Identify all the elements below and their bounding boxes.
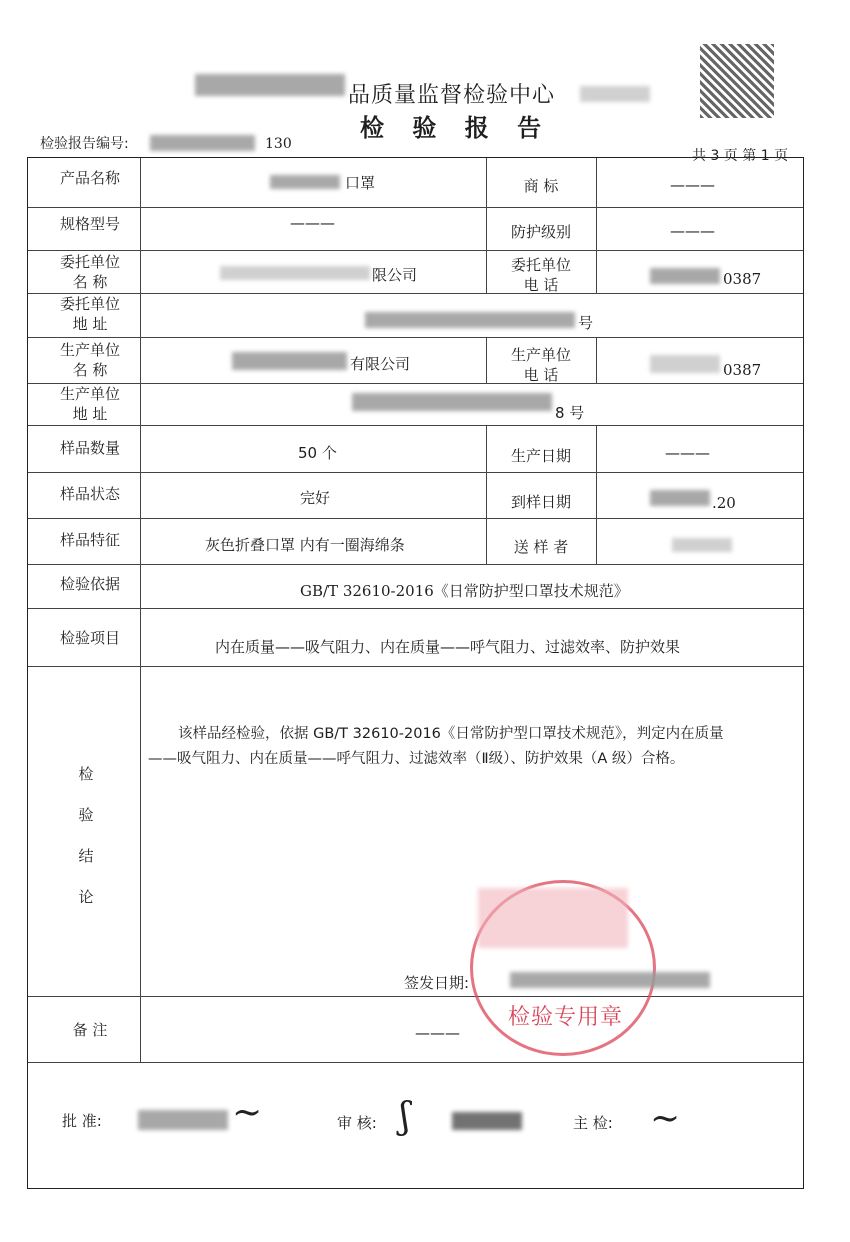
redacted-block: [650, 490, 710, 506]
sample-qty-value: 50 个: [298, 444, 337, 462]
qr-code: [700, 44, 774, 118]
report-number-tail: 130: [265, 136, 292, 152]
basis-value: GB/T 32610-2016《日常防护型口罩技术规范》: [300, 582, 629, 600]
arrival-date-label: 到样日期: [510, 493, 571, 511]
redacted-block: [452, 1112, 522, 1130]
product-name-value: 口罩: [345, 174, 376, 192]
redacted-block: [478, 888, 628, 948]
arrival-date-value: .20: [712, 494, 736, 512]
basis-label: 检验依据: [59, 575, 120, 593]
report-number-label: 检验报告编号:: [40, 136, 129, 152]
review-label: 审 核:: [337, 1114, 377, 1132]
conclusion-label-char: 验: [78, 806, 94, 824]
seal-text: 检验专用章: [508, 1005, 624, 1030]
page-indicator: 共 3 页 第 1 页: [692, 148, 789, 164]
redacted-block: [672, 538, 732, 552]
product-name-label: 产品名称: [59, 169, 120, 187]
production-date-label: 生产日期: [510, 447, 571, 465]
protection-level-value: ———: [670, 222, 715, 240]
maker-name-value: 有限公司: [350, 355, 411, 373]
redacted-block: [365, 312, 575, 328]
reviewer-signature: ʃ: [400, 1096, 410, 1137]
redacted-block: [138, 1110, 228, 1130]
conclusion-label-char: 论: [78, 888, 94, 906]
sample-qty-label: 样品数量: [59, 439, 120, 457]
model-value: ———: [290, 214, 335, 232]
redacted-block: [270, 175, 340, 189]
header-title: 品质量监督检验中心: [348, 83, 556, 108]
client-address-value: 号: [578, 314, 594, 332]
approve-label: 批 准:: [62, 1112, 102, 1130]
trademark-value: ———: [670, 176, 715, 194]
maker-address-value: 8 号: [555, 404, 585, 422]
items-value: 内在质量——吸气阻力、内在质量——呼气阻力、过滤效率、防护效果: [215, 638, 681, 656]
redacted-block: [195, 74, 345, 96]
sender-label: 送 样 者: [513, 538, 569, 556]
sample-feature-value: 灰色折叠口罩 内有一圈海绵条: [205, 536, 405, 554]
report-title: 检 验 报 告: [360, 114, 552, 142]
inspector-label: 主 检:: [573, 1114, 613, 1132]
maker-name-label: 生产单位 名 称: [59, 341, 120, 379]
conclusion-label-char: 结: [78, 847, 94, 865]
client-phone-label: 委托单位 电 话: [510, 256, 571, 294]
protection-level-label: 防护级别: [510, 223, 571, 241]
items-label: 检验项目: [59, 629, 120, 647]
redacted-block: [510, 972, 710, 988]
conclusion-text-line1: 该样品经检验，依据 GB/T 32610-2016《日常防护型口罩技术规范》，判定内在质量: [178, 726, 724, 742]
approver-signature: ~: [232, 1092, 263, 1133]
inspector-signature: ~: [650, 1098, 681, 1139]
client-phone-value: 0387: [723, 270, 762, 288]
remarks-label: 备 注: [72, 1021, 108, 1039]
sample-feature-label: 样品特征: [59, 531, 120, 549]
redacted-block: [650, 268, 720, 284]
client-name-value: 限公司: [372, 266, 418, 284]
redacted-block: [220, 266, 370, 280]
maker-phone-value: 0387: [723, 361, 762, 379]
issue-date-label: 签发日期:: [404, 974, 470, 992]
redacted-block: [650, 355, 720, 373]
sample-state-label: 样品状态: [59, 485, 120, 503]
redacted-block: [232, 352, 347, 370]
sample-state-value: 完好: [300, 489, 331, 507]
conclusion-label-char: 检: [78, 765, 94, 783]
maker-address-label: 生产单位 地 址: [59, 385, 120, 423]
production-date-value: ———: [665, 444, 710, 462]
trademark-label: 商 标: [523, 177, 559, 195]
client-name-label: 委托单位 名 称: [59, 253, 120, 291]
maker-phone-label: 生产单位 电 话: [510, 346, 571, 384]
redacted-block: [150, 135, 255, 151]
conclusion-text-line2: ——吸气阻力、内在质量——呼气阻力、过滤效率（Ⅱ级）、防护效果（A 级）合格。: [148, 751, 685, 767]
client-address-label: 委托单位 地 址: [59, 295, 120, 333]
redacted-block: [580, 86, 650, 102]
model-label: 规格型号: [59, 215, 120, 233]
remarks-value: ———: [415, 1024, 460, 1042]
redacted-block: [352, 393, 552, 411]
